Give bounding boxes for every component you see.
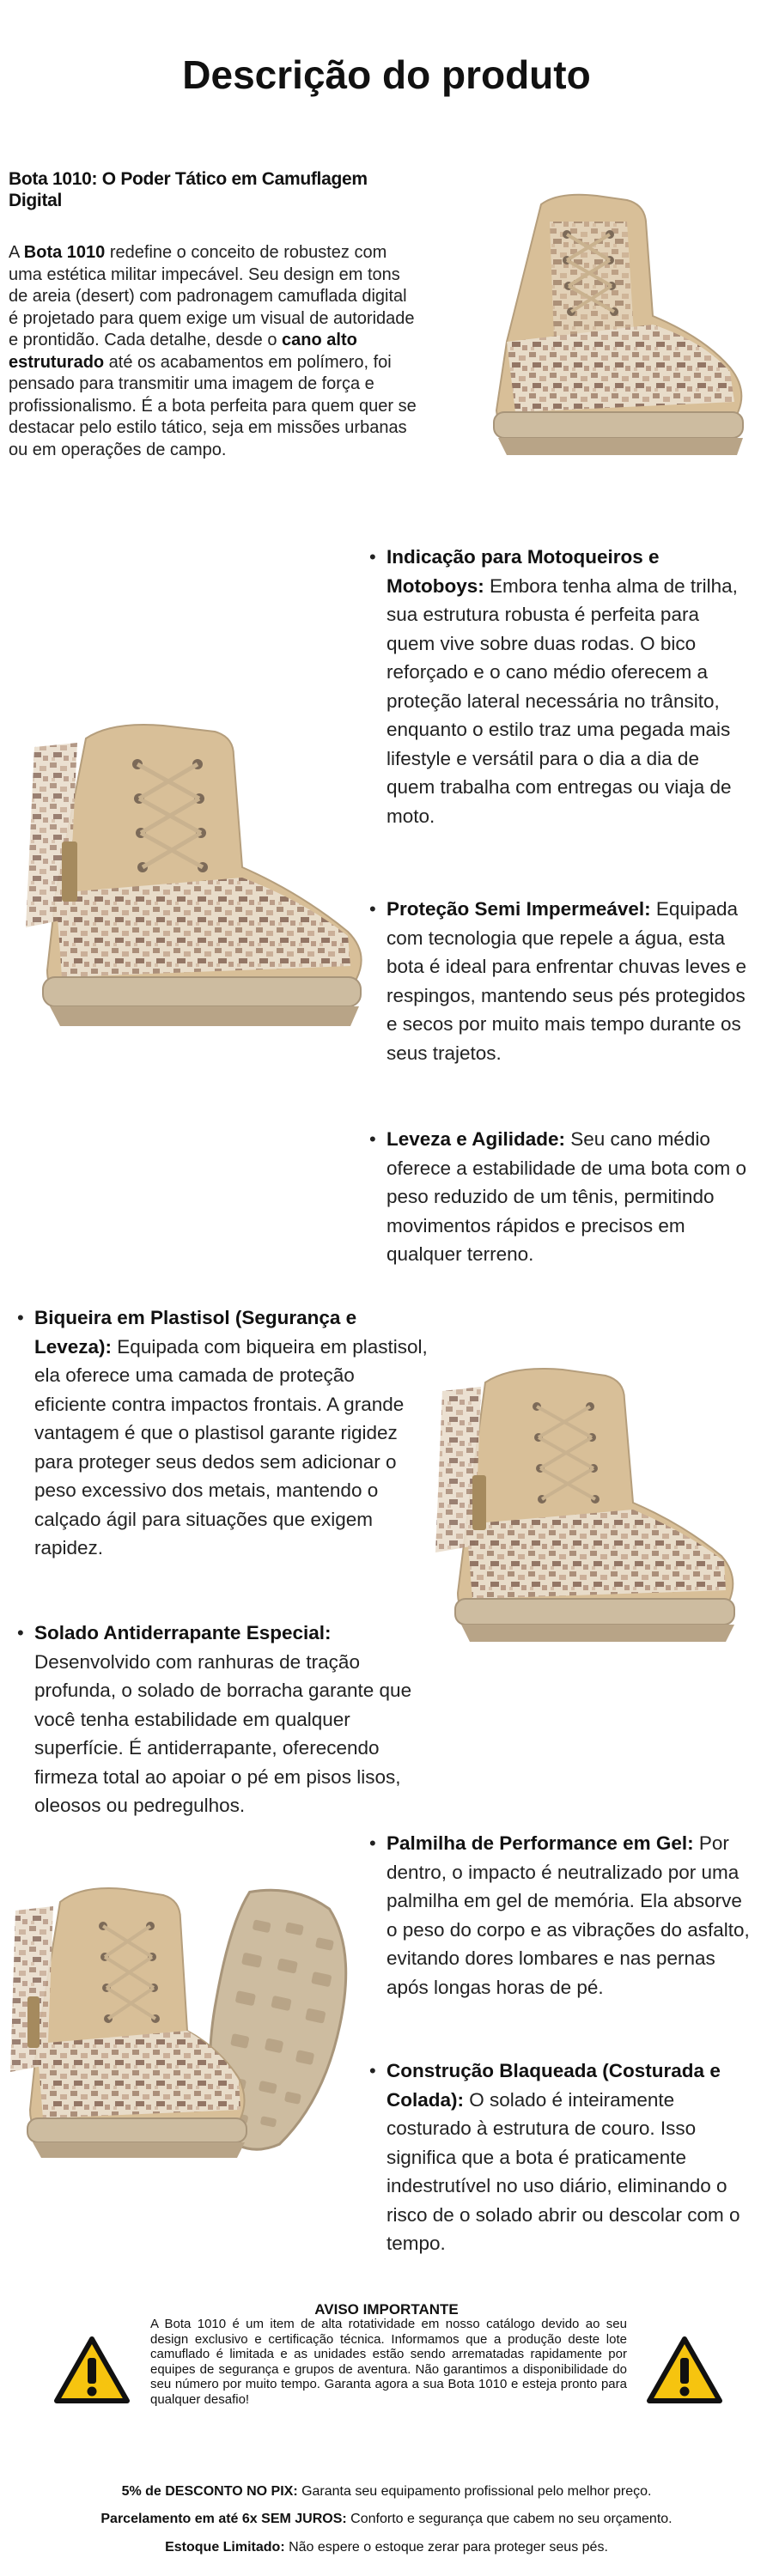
feature-item: • Construção Blaqueada (Costurada e Colada): O solado é inteiramente costurado à estrutura de couro. Isso significa que a bota é praticamente indestrutível no uso diário, eliminando o risco de o solado abrir ou descolar com o tempo.: [369, 2060, 740, 2254]
pix-discount-line: 5% de DESCONTO NO PIX: Garanta seu equipamento profissional pelo melhor preço.: [121, 2484, 652, 2499]
boot-image: [9, 1885, 378, 2168]
feature-item: • Indicação para Motoqueiros e Motoboys: Embora tenha alma de trilha, sua estrutura robusta é perfeita para quem vive sobre duas rodas. O bico reforçado e o cano médio oferecem a proteção lateral necessária no trânsito, enquanto o estilo traz uma pegada mais lifestyle e versátil para o dia a dia de quem trabalha com entregas ou viaja de moto.: [369, 546, 738, 827]
feature-item: • Palmilha de Performance em Gel: Por dentro, o impacto é neutralizado por uma palmilha em gel de memória. Ela absorve o peso do corpo e as vibrações do asfalto, evitando dores lombares e nas pernas após longas horas de pé.: [369, 1832, 750, 1998]
warning-title: AVISO IMPORTANTE: [314, 2301, 459, 2318]
boot-image: [425, 1365, 756, 1653]
feature-item: • Solado Antiderrapante Especial: Desenvolvido com ranhuras de tração profunda, o solado de borracha garante que você tenha estabilidade em qualquer superfície. É antiderrapante, oferecendo firmeza total ao apoiar o pé em pisos lisos, oleosos ou pedregulhos.: [17, 1622, 412, 1816]
intro-paragraph: A Bota 1010 redefine o conceito de robustez com uma estética militar impecável. Seu design em tons de areia (desert) com padronagem camuflada digital é projetado para quem exige um visual de autoridade e prontidão. Cada detalhe, desde o cano alto estruturado até os acabamentos em polímero, foi pensado para transmitir uma imagem de força e profissionalismo. É a bota perfeita para quem quer se destacar pelo estilo tático, seja em missões urbanas ou em operações de campo.: [9, 243, 417, 459]
feature-item: • Leveza e Agilidade: Seu cano médio oferece a estabilidade de uma bota com o peso reduzido de um tênis, permitindo movimentos rápidos e precisos em qualquer terreno.: [369, 1128, 747, 1265]
limited-stock-line: Estoque Limitado: Não espere o estoque zerar para proteger seus pés.: [165, 2540, 608, 2555]
boot-image: [9, 721, 378, 1039]
intro-heading: Bota 1010: O Poder Tático em Camuflagem Digital: [9, 169, 368, 210]
warning-triangle-icon: [646, 2336, 723, 2404]
warning-text: A Bota 1010 é um item de alta rotatividade em nosso catálogo devido ao seu design exclusivo e certificação técnica. Informamos que a produção deste lote camuflado é limitada e as unidades estão sendo arrematadas rapidamente por equipes de segurança e grupos de aventura. Não garantimos a disponibilidade do seu número por muito tempo. Garanta agora a sua Bota 1010 e esteja pronto para qualquer desafio!: [150, 2317, 627, 2407]
boot-image: [447, 187, 756, 471]
feature-item: • Proteção Semi Impermeável: Equipada com tecnologia que repele a água, esta bota é ideal para enfrentar chuvas leves e respingos, mantendo seus pés protegidos e secos por muito mais tempo durante os seus trajetos.: [369, 898, 747, 1064]
installments-line: Parcelamento em até 6x SEM JUROS: Conforto e segurança que cabem no seu orçamento.: [100, 2512, 673, 2526]
page-title: Descrição do produto: [182, 52, 591, 97]
warning-triangle-icon: [53, 2336, 131, 2404]
feature-item: • Biqueira em Plastisol (Segurança e Leveza): Equipada com biqueira em plastisol, ela oferece uma camada de proteção eficiente contra impactos frontais. A grande vantagem é que o plastisol garante rigidez para proteger seus dedos sem adicionar o peso excessivo dos metais, mantendo o calçado ágil para situações que exigem rapidez.: [17, 1307, 428, 1558]
